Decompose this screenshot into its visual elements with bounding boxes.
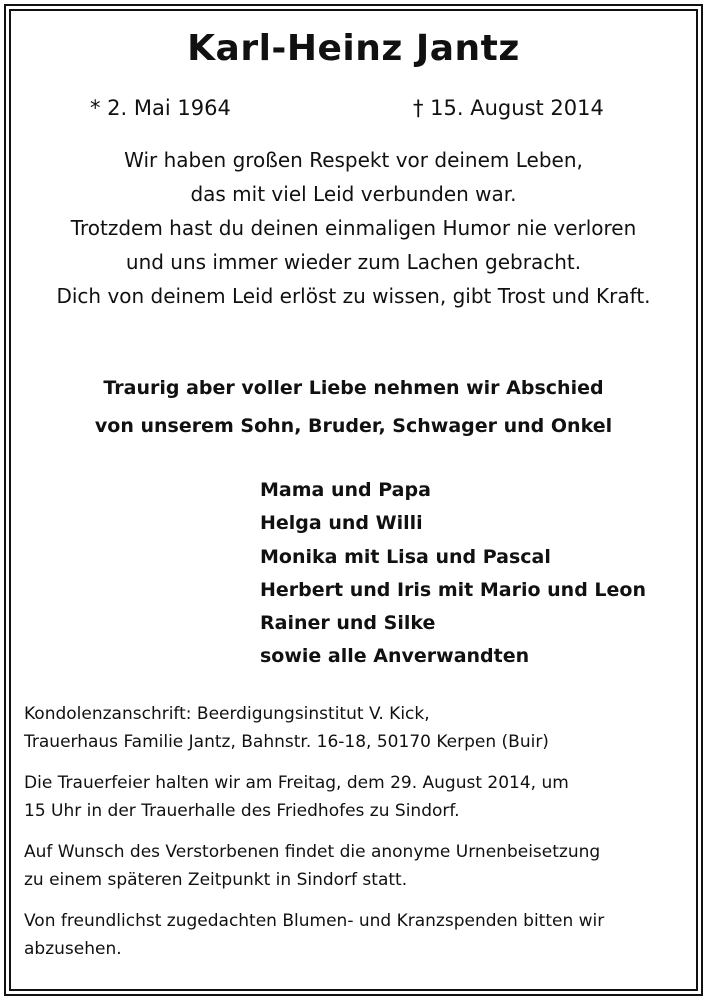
info-line: Die Trauerfeier halten wir am Freitag, dem 29. August 2014, um (24, 773, 569, 793)
mourner-entry: sowie alle Anverwandten (260, 645, 530, 668)
flowers-info (24, 907, 694, 963)
burial-info (24, 838, 694, 894)
birth-date: * 2. Mai 1964 (90, 96, 231, 120)
death-date: † 15. August 2014 (413, 96, 604, 120)
info-line: Auf Wunsch des Verstorbenen findet die anonyme Urnenbeisetzung (24, 842, 601, 862)
verse-line: Trotzdem hast du deinen einmaligen Humor nie verloren (70, 216, 637, 240)
farewell-statement (0, 369, 707, 445)
mourner-entry: Mama und Papa (260, 479, 431, 501)
info-line: Von freundlichst zugedachten Blumen- und Kranzspenden bitten wir (24, 911, 605, 931)
mourner-entry: Herbert und Iris mit Mario und Leon (260, 578, 646, 601)
mourner-entry: Rainer und Silke (260, 612, 436, 635)
info-line: abzusehen. (24, 939, 122, 959)
verse-line: das mit viel Leid verbunden war. (190, 182, 517, 206)
info-line: Trauerhaus Familie Jantz, Bahnstr. 16-18, 50170 Kerpen (Buir) (24, 732, 549, 752)
farewell-line: Traurig aber voller Liebe nehmen wir Abschied (103, 377, 604, 399)
mourners-list (260, 474, 646, 674)
farewell-line: von unserem Sohn, Bruder, Schwager und Onkel (94, 415, 613, 437)
verse-line: und uns immer wieder zum Lachen gebracht. (125, 250, 582, 274)
info-line: zu einem späteren Zeitpunkt in Sindorf statt. (24, 870, 408, 890)
info-line: Kondolenzanschrift: Beerdigungsinstitut V. Kick, (24, 704, 430, 724)
ceremony-info (24, 769, 694, 825)
memorial-verse (0, 143, 707, 313)
info-line: 15 Uhr in der Trauerhalle des Friedhofes zu Sindorf. (24, 801, 460, 821)
verse-line: Wir haben großen Respekt vor deinem Leben, (124, 148, 583, 172)
deceased-name: Karl-Heinz Jantz (187, 28, 520, 69)
mourner-entry: Helga und Willi (260, 512, 423, 535)
verse-line: Dich von deinem Leid erlöst zu wissen, gibt Trost und Kraft. (56, 284, 651, 308)
condolence-address (24, 700, 694, 756)
mourner-entry: Monika mit Lisa und Pascal (260, 545, 551, 568)
